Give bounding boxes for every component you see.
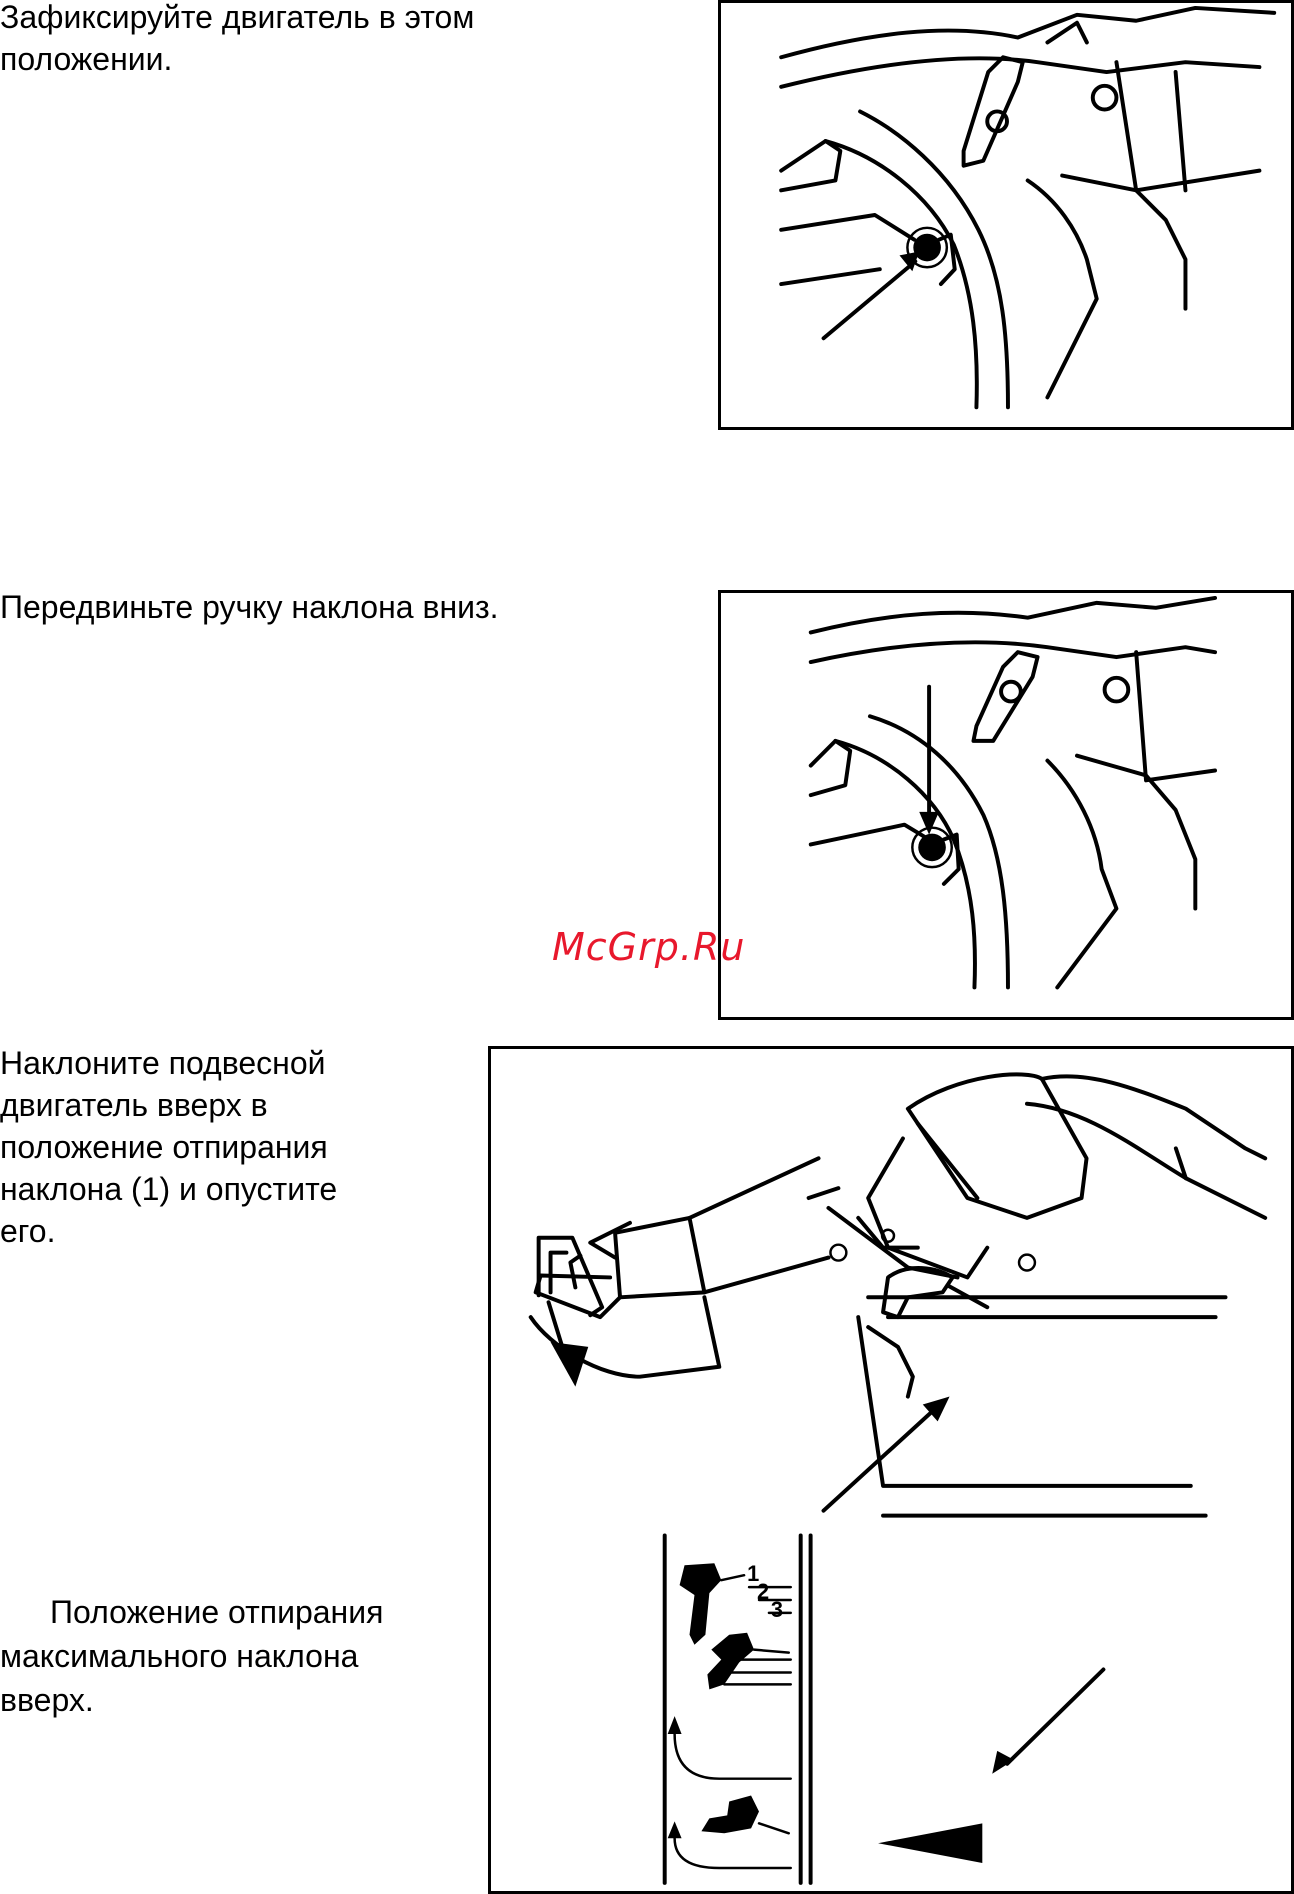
step3-instruction: Наклоните подвесной двигатель вверх в положение отпирания наклона (1) и опустите его. (0, 1045, 338, 1249)
tilt-position-label-2: 2 (757, 1579, 770, 1605)
step2-instruction: Передвиньте ручку наклона вниз. (0, 589, 499, 625)
tilt-position-label-1: 1 (747, 1561, 760, 1587)
max-tilt-note: Положение отпирания максимального наклона вверх. (0, 1594, 384, 1718)
tilt-lever-locked-illustration (721, 3, 1291, 427)
watermark: McGrp.Ru (552, 925, 746, 969)
step1-instruction: Зафиксируйте двигатель в этом положении. (0, 0, 475, 77)
tilt-position-label-3: 3 (770, 1596, 784, 1622)
figure-tilt-up-unlock (488, 1046, 1294, 1894)
tilt-handle-moved-down-illustration (721, 593, 1291, 1017)
outboard-tilt-up-illustration (491, 1049, 1291, 1891)
figure-lock-engine-position (718, 0, 1294, 430)
figure-tilt-handle-down (718, 590, 1294, 1020)
